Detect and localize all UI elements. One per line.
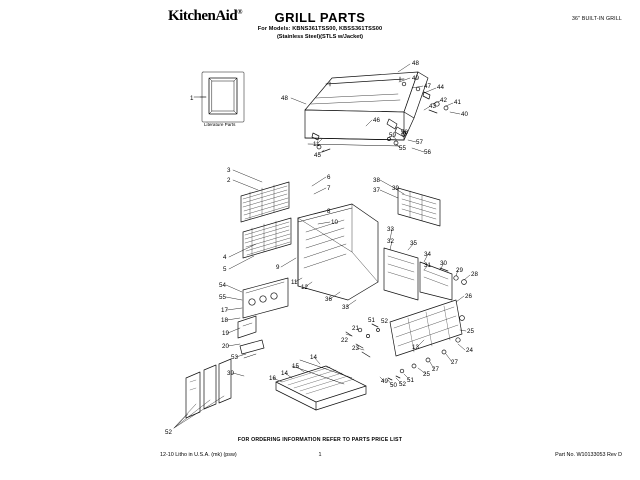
- callout-number: 46: [373, 117, 380, 124]
- callout-number: 1: [190, 95, 194, 102]
- callout-number: 3: [227, 167, 231, 174]
- callout-number: 14: [281, 370, 288, 377]
- brand-name: KitchenAid: [168, 8, 238, 24]
- callout-number: 33: [342, 304, 349, 311]
- callout-number: 39: [227, 370, 234, 377]
- callout-number: 59: [389, 132, 396, 139]
- callout-number: 7: [327, 185, 331, 192]
- callout-number: 55: [219, 294, 226, 301]
- callout-number: 41: [454, 99, 461, 106]
- callout-number: 53: [231, 354, 238, 361]
- callout-number: 32: [387, 238, 394, 245]
- registered-trademark-icon: ®: [237, 8, 242, 16]
- callout-number: 18: [221, 317, 228, 324]
- callout-number: 5: [223, 266, 227, 273]
- callout-number: 22: [341, 337, 348, 344]
- callout-number: 11: [313, 141, 320, 148]
- callout-number: 47: [424, 83, 431, 90]
- callout-number: 29: [456, 267, 463, 274]
- callout-number: 45: [314, 152, 321, 159]
- callout-number: 13: [412, 344, 419, 351]
- part-number: Part No. W10133053 Rev D: [555, 452, 622, 458]
- callout-number: 19: [222, 330, 229, 337]
- callout-number: 27: [451, 359, 458, 366]
- callout-number: 37: [373, 187, 380, 194]
- model-variant: (Stainless Steel)(STLS w/Jacket): [276, 34, 364, 40]
- callout-number: 57: [416, 139, 423, 146]
- callout-number: 52: [165, 429, 172, 436]
- callout-number: 52: [381, 318, 388, 325]
- callout-number: 58: [401, 129, 408, 136]
- callout-number: 55: [399, 145, 406, 152]
- print-info: 12-10 Litho in U.S.A. (mk) (psw): [160, 452, 237, 458]
- callout-number: 27: [432, 366, 439, 373]
- callout-number: 4: [223, 254, 227, 261]
- callout-number: 48: [281, 95, 288, 102]
- callout-number: 14: [310, 354, 317, 361]
- callout-number: 56: [424, 149, 431, 156]
- callout-number: 36: [325, 296, 332, 303]
- callout-number: 11: [291, 279, 298, 286]
- callout-number: 33: [387, 226, 394, 233]
- callout-number: 49: [381, 378, 388, 385]
- callout-number: 43: [429, 103, 436, 110]
- callout-number: 52: [399, 381, 406, 388]
- product-type-note: 36" BUILT-IN GRILL: [571, 16, 622, 22]
- callout-number: 54: [219, 282, 226, 289]
- callout-number: 25: [467, 328, 474, 335]
- callout-number: 49: [412, 75, 419, 82]
- callout-number: 38: [373, 177, 380, 184]
- callout-number: 40: [461, 111, 468, 118]
- callout-number: 48: [412, 60, 419, 67]
- callout-number: 51: [407, 377, 414, 384]
- callout-number: 42: [440, 97, 447, 104]
- callout-number: 9: [276, 264, 280, 271]
- callout-number: 16: [269, 375, 276, 382]
- callout-number: 23: [352, 345, 359, 352]
- callout-number: 15: [292, 363, 299, 370]
- page-title: GRILL PARTS: [274, 10, 366, 25]
- callout-number: 10: [331, 219, 338, 226]
- callout-number: 6: [327, 174, 331, 181]
- callout-number: 31: [424, 262, 431, 269]
- callout-number: 21: [352, 325, 359, 332]
- callout-number: 26: [465, 293, 472, 300]
- literature-parts-label: Literature Parts: [204, 122, 236, 127]
- callout-number: 2: [227, 177, 231, 184]
- callout-number: 12: [301, 284, 308, 291]
- model-numbers: For Models: KBNS361TSS00, KBSS361TSS00: [257, 26, 383, 32]
- callout-number: 17: [221, 307, 228, 314]
- page-number: 1: [318, 452, 322, 458]
- callout-number: 35: [410, 240, 417, 247]
- callout-number: 44: [437, 84, 444, 91]
- callout-number: 30: [440, 260, 447, 267]
- callout-number: 8: [327, 208, 331, 215]
- callout-number: 50: [390, 382, 397, 389]
- callout-number: 34: [424, 251, 431, 258]
- ordering-info-note: FOR ORDERING INFORMATION REFER TO PARTS PRICE LIST: [237, 437, 403, 443]
- callout-number: 24: [466, 347, 473, 354]
- callout-number: 28: [471, 271, 478, 278]
- callout-number: 25: [423, 371, 430, 378]
- callout-number: 20: [222, 343, 229, 350]
- callout-number: 51: [368, 317, 375, 324]
- callout-number: 39: [392, 185, 399, 192]
